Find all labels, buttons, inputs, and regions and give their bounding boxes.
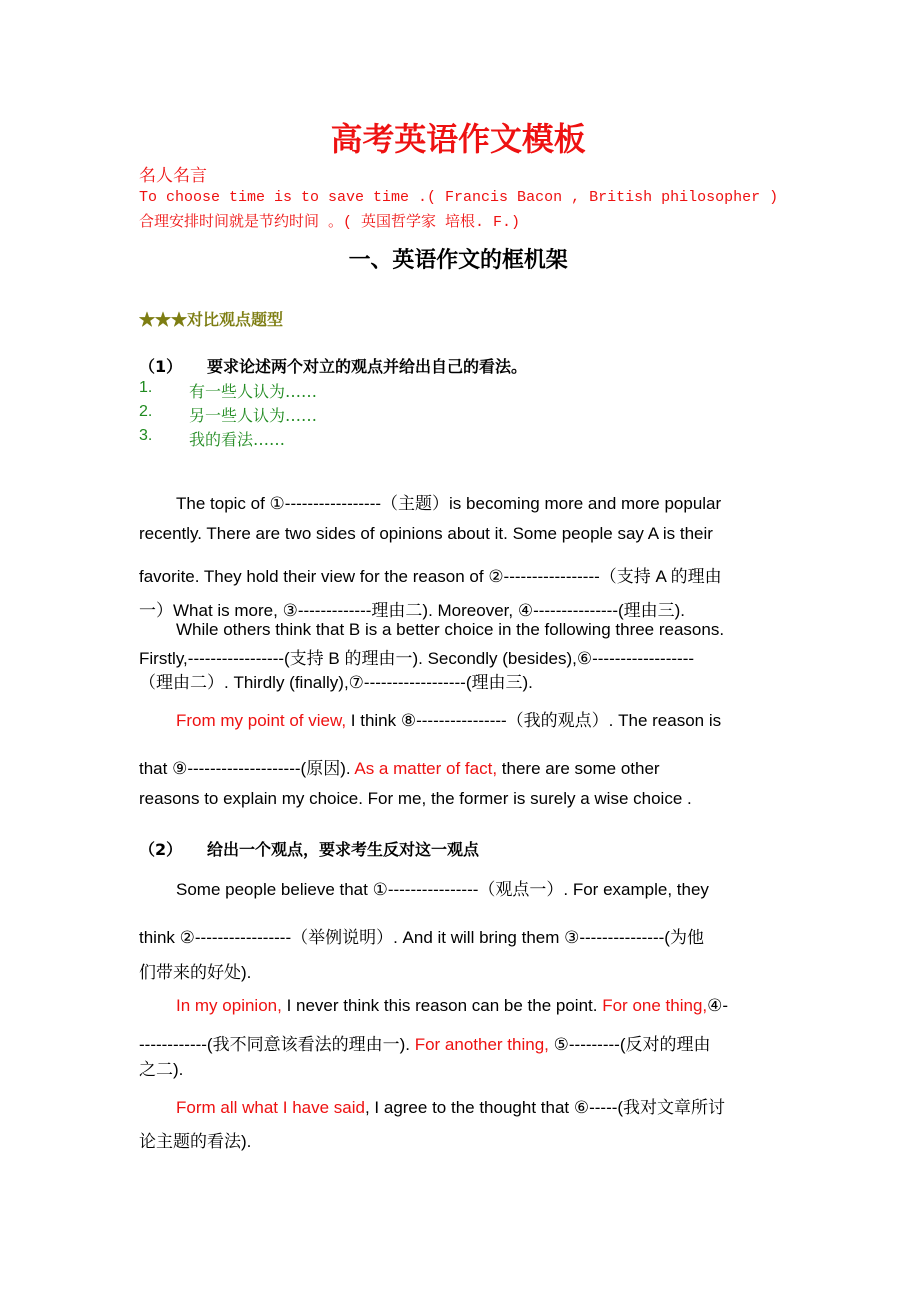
quote-heading: 名人名言 — [139, 166, 207, 186]
paragraph-line: recently. There are two sides of opinions about it. Some people say A is their — [139, 524, 713, 543]
paragraph-line: 之二). — [139, 1060, 184, 1079]
line-text: ------------(我不同意该看法的理由一). — [139, 1035, 415, 1054]
paragraph-line: 论主题的看法). — [139, 1132, 252, 1151]
type-heading: ★★★对比观点题型 — [139, 310, 284, 329]
paragraph-line: reasons to explain my choice. For me, the former is surely a wise choice . — [139, 789, 692, 808]
highlight-phrase: For one thing, — [602, 996, 708, 1015]
highlight-phrase: As a matter of fact, — [354, 759, 498, 778]
quote-english: To choose time is to save time .( Francis Bacon , British philosopher ) — [139, 189, 779, 206]
list-item-number: 2. — [139, 403, 153, 420]
section-title: 一、英语作文的框机架 — [348, 248, 568, 273]
line-text: I think ⑧----------------（我的观点）. The reason is — [346, 711, 722, 730]
paragraph-line — [139, 1030, 710, 1055]
list-item-number: 1. — [139, 379, 153, 396]
line-text: that ⑨--------------------(原因). — [139, 759, 355, 778]
paragraph-line: 们带来的好处). — [139, 963, 252, 982]
list-item: 我的看法…… — [189, 430, 286, 449]
document-title: 高考英语作文模板 — [330, 120, 586, 158]
paragraph-line — [139, 754, 660, 779]
quote-chinese: 合理安排时间就是节约时间 。( 英国哲学家 培根. F.) — [139, 214, 521, 231]
paragraph-line: 一）What is more, ③-------------理由二). Moreover, ④---------------(理由三). — [139, 601, 686, 620]
paragraph-line: Some people believe that ①----------------（观点一）. For example, they — [176, 880, 709, 899]
paragraph-line — [176, 706, 721, 731]
line-text: I never think this reason can be the point. — [281, 996, 603, 1015]
paragraph-line: While others think that B is a better choice in the following three reasons. — [176, 620, 725, 639]
part1-heading: 要求论述两个对立的观点并给出自己的看法。 — [207, 357, 528, 376]
paragraph-line — [176, 996, 728, 1016]
highlight-phrase: Form all what I have said — [176, 1098, 365, 1117]
list-item: 有一些人认为…… — [189, 382, 318, 401]
paragraph-line: think ②-----------------（举例说明）. And it will bring them ③---------------(为他 — [139, 928, 704, 947]
list-item: 另一些人认为…… — [189, 406, 318, 425]
highlight-phrase: In my opinion, — [176, 996, 282, 1015]
part2-heading: 给出一个观点，要求考生反对这一观点 — [207, 840, 480, 859]
part1-number: （1） — [139, 357, 183, 376]
part2-number: （2） — [139, 840, 183, 859]
line-text: there are some other — [497, 759, 660, 778]
paragraph-line: （理由二）. Thirdly (finally),⑦------------------(理由三). — [139, 673, 533, 692]
paragraph-line: The topic of ①-----------------（主题）is becoming more and more popular — [176, 494, 722, 513]
list-item-number: 3. — [139, 427, 153, 444]
line-text: ④- — [707, 996, 729, 1015]
paragraph-line: favorite. They hold their view for the reason of ②-----------------（支持 A 的理由 — [139, 567, 722, 586]
highlight-phrase: For another thing, — [414, 1035, 549, 1054]
line-text: ⑤---------(反对的理由 — [548, 1035, 711, 1054]
line-text: , I agree to the thought that ⑥-----(我对文章所讨 — [364, 1098, 726, 1117]
paragraph-line — [176, 1093, 725, 1118]
paragraph-line: Firstly,-----------------(支持 B 的理由一). Secondly (besides),⑥------------------ — [139, 649, 695, 668]
highlight-phrase: From my point of view, — [176, 711, 347, 730]
